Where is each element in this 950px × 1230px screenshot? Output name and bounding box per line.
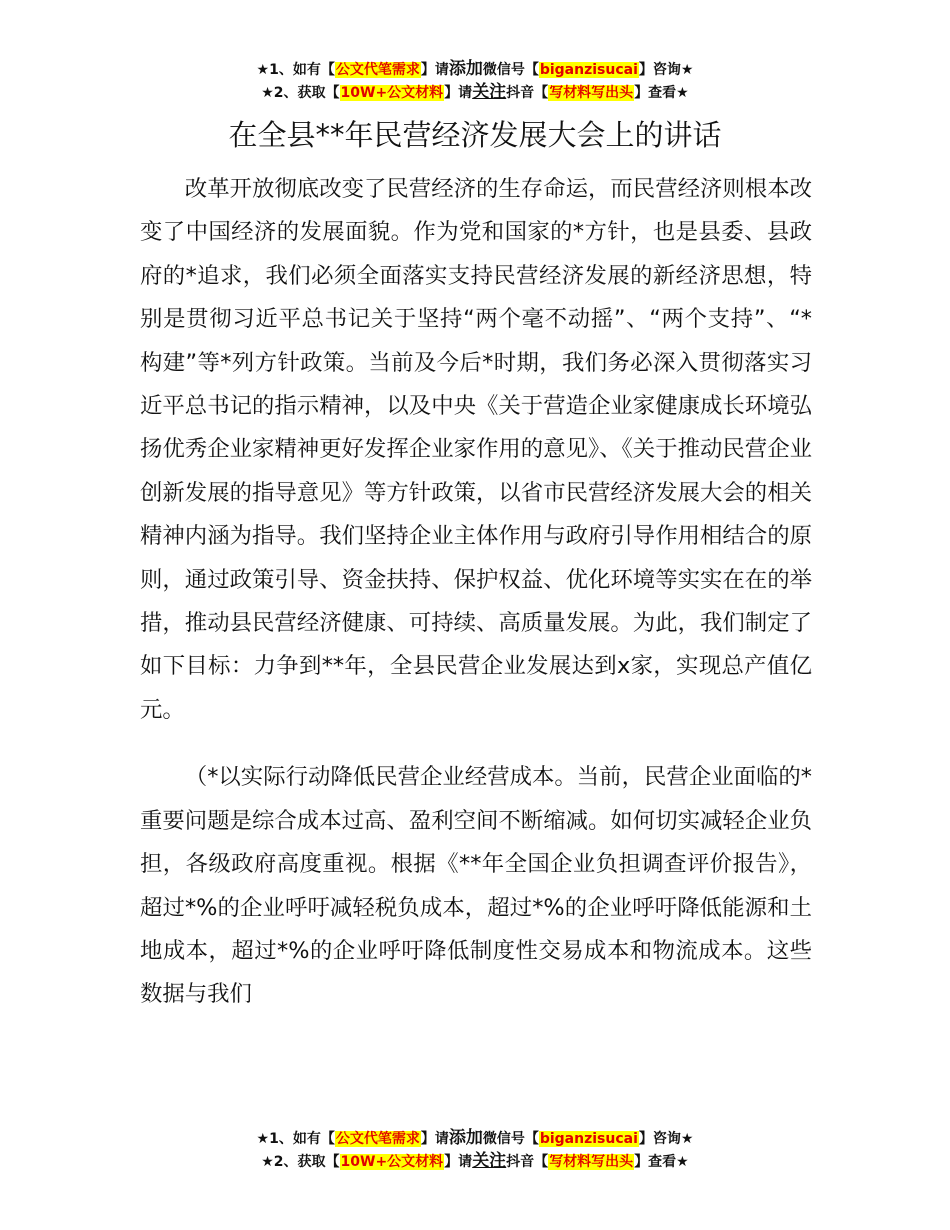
banner-text: 】请	[420, 62, 449, 78]
banner-line-2	[0, 1150, 950, 1173]
header-banner	[0, 58, 950, 104]
banner-emphasis: 关注	[472, 1151, 507, 1171]
document-title: 在全县**年民营经济发展大会上的讲话	[228, 118, 722, 152]
banner-text: 抖音【	[506, 85, 549, 101]
banner-line-1	[0, 1127, 950, 1150]
banner-highlight: biganzisucai	[539, 62, 638, 78]
banner-text: 微信号【	[482, 62, 539, 78]
banner-text: ★1、如有【	[256, 62, 335, 78]
banner-text: 】咨询★	[638, 1131, 694, 1147]
banner-emphasis: 添加	[448, 59, 483, 79]
banner-text: ★2、获取【	[261, 1154, 340, 1170]
banner-highlight: biganzisucai	[539, 1131, 638, 1147]
banner-highlight: 10W+公文材料	[340, 1154, 444, 1170]
paragraph: （*以实际行动降低民营企业经营成本。当前，民营企业面临的*重要问题是综合成本过高、盈利空间不断缩减。如何切实减轻企业负担，各级政府高度重视。根据《**年全国企业负担调查评价报告》，超过*%的企业呼吁减轻税负成本，超过*%的企业呼吁降低能源和土地成本，超过*%的企业呼吁降低制度性交易成本和物流成本。这些数据与我们	[140, 764, 812, 1008]
banner-line-2	[0, 81, 950, 104]
document-body	[140, 168, 812, 1017]
paragraph: 改革开放彻底改变了民营经济的生存命运，而民营经济则根本改变了中国经济的发展面貌。作为党和国家的*方针，也是县委、县政府的*追求，我们必须全面落实支持民营经济发展的新经济思想，特别是贯彻习近平总书记关于坚持“两个毫不动摇”、“两个支持”、“*构建”等*列方针政策。当前及今后*时期，我们务必深入贯彻落实习近平总书记的指示精神，以及中央《关于营造企业家健康成长环境弘扬优秀企业家精神更好发挥企业家作用的意见》、《关于推动民营企业创新发展的指导意见》等方针政策，以省市民营经济发展大会的相关精神内涵为指导。我们坚持企业主体作用与政府引导作用相结合的原则，通过政策引导、资金扶持、保护权益、优化环境等实实在在的举措，推动县民营经济健康、可持续、高质量发展。为此，我们制定了如下目标：力争到**年，全县民营企业发展达到x家，实现总产值亿元。	[140, 176, 812, 723]
banner-text: ★2、获取【	[261, 85, 340, 101]
banner-text: 】请	[444, 1154, 473, 1170]
banner-text: 微信号【	[482, 1131, 539, 1147]
banner-text: 】查看★	[634, 1154, 689, 1170]
banner-emphasis: 关注	[472, 82, 507, 102]
banner-line-1	[0, 58, 950, 81]
banner-highlight: 10W+公文材料	[340, 85, 444, 101]
banner-text: ★1、如有【	[256, 1131, 335, 1147]
banner-highlight: 公文代笔需求	[335, 1131, 420, 1147]
banner-text: 】咨询★	[638, 62, 694, 78]
banner-highlight: 公文代笔需求	[335, 62, 420, 78]
banner-text: 】查看★	[634, 85, 689, 101]
banner-emphasis: 添加	[448, 1128, 483, 1148]
banner-text: 】请	[444, 85, 473, 101]
banner-text: 抖音【	[506, 1154, 549, 1170]
banner-highlight: 写材料写出头	[549, 1154, 634, 1170]
banner-highlight: 写材料写出头	[549, 85, 634, 101]
banner-text: 】请	[420, 1131, 449, 1147]
footer-banner	[0, 1127, 950, 1173]
